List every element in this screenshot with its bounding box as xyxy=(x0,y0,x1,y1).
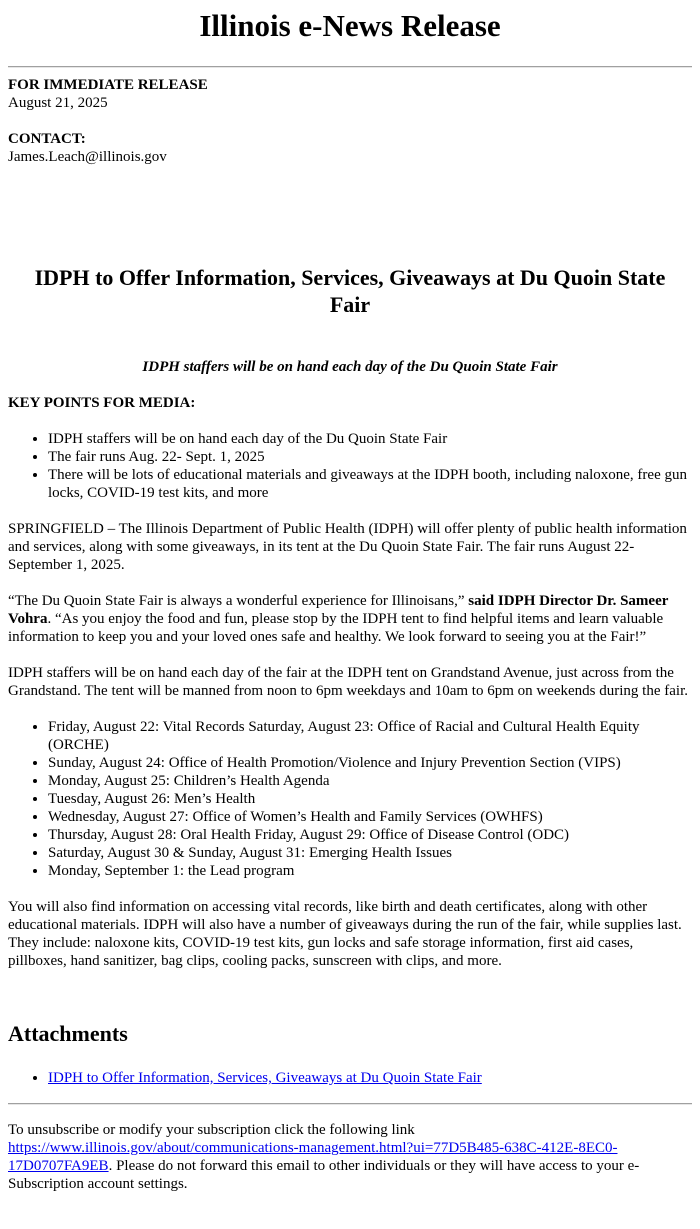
quote-attribution: said IDPH Director Dr. Sameer Vohra xyxy=(8,593,669,627)
attachments-heading: Attachments xyxy=(8,1021,128,1046)
list-item: • Tuesday, August 26: Men’s Health xyxy=(48,790,692,808)
unsubscribe-link[interactable]: https://www.illinois.gov/about/communications-management.html?ui=77D5B485-638C-412E-8EC0-17D0707FA9EB xyxy=(8,1140,618,1174)
headline: IDPH to Offer Information, Services, Giveaways at Du Quoin State Fair xyxy=(34,265,666,317)
attachments-list xyxy=(8,1069,692,1087)
footer-divider xyxy=(8,1103,692,1105)
list-item: • Sunday, August 24: Office of Health Promotion/Violence and Injury Prevention Section (VIPS) xyxy=(48,754,692,772)
subheadline: IDPH staffers will be on hand each day of the Du Quoin State Fair xyxy=(142,359,558,375)
body-paragraph-1: SPRINGFIELD – The Illinois Department of Public Health (IDPH) will offer plenty of public health information and services, along with some giveaways, in its tent at the Du Quoin State Fair. The fair runs August 22-September 1, 2025. xyxy=(8,521,687,573)
release-label: FOR IMMEDIATE RELEASE xyxy=(8,77,208,93)
news-release-page xyxy=(8,0,692,1193)
list-item: • IDPH staffers will be on hand each day of the Du Quoin State Fair xyxy=(48,430,692,448)
masthead-title: Illinois e-News Release xyxy=(199,8,501,43)
list-item: • Monday, August 25: Children’s Health Agenda xyxy=(48,772,692,790)
quote-rest: . “As you enjoy the food and fun, please stop by the IDPH tent to find helpful items and learn valuable information to keep you and your loved ones safe and healthy. We look forward to seeing you at the Fair!” xyxy=(8,611,664,645)
forward-warning: . Please do not forward this email to other individuals or they will have access to your e-Subscription account settings. xyxy=(8,1158,640,1192)
list-item: • There will be lots of educational materials and giveaways at the IDPH booth, including naloxone, free gun locks, COVID-19 test kits, and more xyxy=(48,466,692,502)
body-paragraph-2 xyxy=(8,592,692,646)
body-paragraph-4: You will also find information on accessing vital records, like birth and death certificates, along with other educational materials. IDPH will also have a number of giveaways during the run of the fair, while supplies last. They include: naloxone kits, COVID-19 test kits, gun locks and safe storage information, first aid cases, pillboxes, hand sanitizer, bag clips, cooling packs, sunscreen with clips, and more. xyxy=(8,899,682,969)
top-divider xyxy=(8,66,692,68)
list-item: • Wednesday, August 27: Office of Women’s Health and Family Services (OWHFS) xyxy=(48,808,692,826)
list-item: • The fair runs Aug. 22- Sept. 1, 2025 xyxy=(48,448,692,466)
release-date: August 21, 2025 xyxy=(8,95,108,111)
unsubscribe-intro: To unsubscribe or modify your subscription click the following link xyxy=(8,1122,415,1138)
list-item: • Monday, September 1: the Lead program xyxy=(48,862,692,880)
list-item xyxy=(48,1069,692,1087)
key-points-title: KEY POINTS FOR MEDIA: xyxy=(8,395,196,411)
body-paragraph-3: IDPH staffers will be on hand each day of the fair at the IDPH tent on Grandstand Avenue, just across from the Grandstand. The tent will be manned from noon to 6pm weekdays and 10am to 6pm on weekends during the fair. xyxy=(8,665,688,699)
footer xyxy=(8,1121,692,1193)
list-item: • Saturday, August 30 & Sunday, August 31: Emerging Health Issues xyxy=(48,844,692,862)
contact-label: CONTACT: xyxy=(8,131,86,147)
release-info xyxy=(8,76,692,166)
list-item: • Thursday, August 28: Oral Health Friday, August 29: Office of Disease Control (ODC) xyxy=(48,826,692,844)
list-item: • Friday, August 22: Vital Records Saturday, August 23: Office of Racial and Cultural Health Equity (ORCHE) xyxy=(48,718,692,754)
quote-intro: “The Du Quoin State Fair is always a wonderful experience for Illinoisans,” xyxy=(8,593,469,609)
attachment-link[interactable]: IDPH to Offer Information, Services, Giveaways at Du Quoin State Fair xyxy=(48,1070,482,1086)
contact-email: James.Leach@illinois.gov xyxy=(8,149,167,165)
schedule-list xyxy=(8,718,692,880)
key-points-list xyxy=(8,430,692,502)
